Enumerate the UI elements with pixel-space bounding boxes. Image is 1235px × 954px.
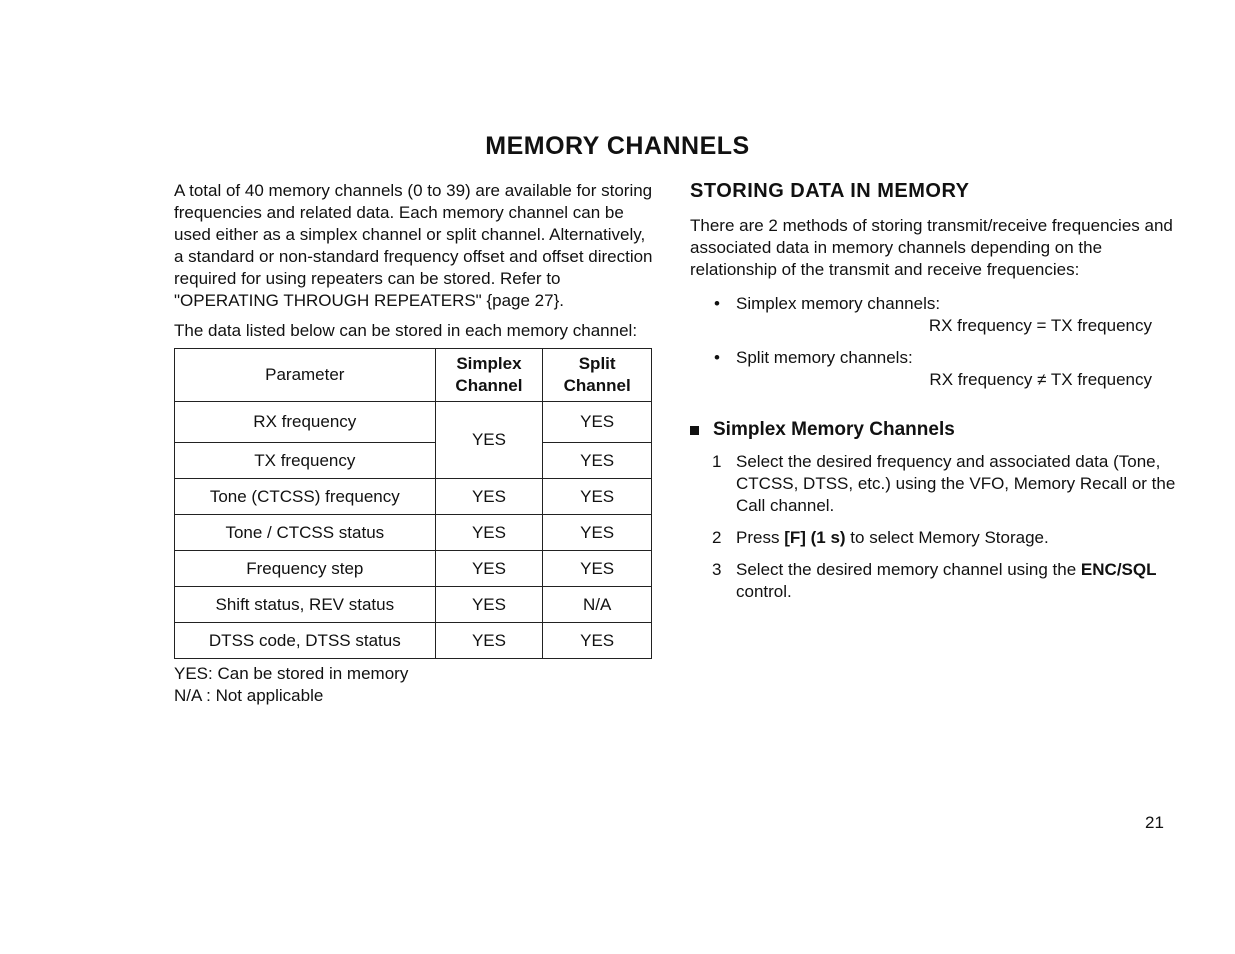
step-number: 1 xyxy=(712,452,722,471)
bullet-label: Split memory channels: xyxy=(736,348,913,367)
note-yes: YES: Can be stored in memory xyxy=(174,664,409,683)
simplex-cell: YES xyxy=(435,402,543,479)
table-row xyxy=(175,551,652,587)
table-row xyxy=(175,443,652,479)
table-row xyxy=(175,402,652,443)
section-heading: STORING DATA IN MEMORY xyxy=(690,180,970,202)
bullet-formula: RX frequency = TX frequency xyxy=(928,316,1152,335)
split-cell: YES xyxy=(543,623,652,659)
simplex-cell: YES xyxy=(435,515,543,551)
split-cell: YES xyxy=(543,479,652,515)
param-cell: Frequency step xyxy=(175,551,436,587)
simplex-cell: YES xyxy=(435,623,543,659)
table-row xyxy=(175,479,652,515)
list-item xyxy=(712,559,1180,603)
split-cell: YES xyxy=(543,443,652,479)
bullet-formula: RX frequency ≠ TX frequency xyxy=(929,370,1152,389)
step-text-post: control. xyxy=(736,582,792,601)
table-notes xyxy=(174,663,654,707)
step-text-post: to select Memory Storage. xyxy=(845,528,1049,547)
intro-paragraph: A total of 40 memory channels (0 to 39) are available for storing frequencies and related data. Each memory channel can be used either as a simplex channel or split channel. Alternatively, a standard or non-standard frequency offset and offset direction required for using repeaters can be stored. Refer to "OPERATING THROUGH REPEATERS" {page 27}. xyxy=(174,181,653,310)
note-na: N/A : Not applicable xyxy=(174,686,324,705)
param-cell: Tone / CTCSS status xyxy=(175,515,436,551)
step-text-pre: Press xyxy=(736,528,785,547)
param-cell: RX frequency xyxy=(175,402,436,443)
param-cell: Shift status, REV status xyxy=(175,587,436,623)
table-row xyxy=(175,515,652,551)
header-parameter: Parameter xyxy=(175,349,436,402)
square-bullet-icon xyxy=(690,426,699,435)
page-title: MEMORY CHANNELS xyxy=(485,132,750,160)
list-item xyxy=(710,293,1180,337)
simplex-cell: YES xyxy=(435,479,543,515)
table-row xyxy=(175,587,652,623)
param-cell: TX frequency xyxy=(175,443,436,479)
header-simplex-channel: Simplex Channel xyxy=(435,349,543,402)
storing-intro: There are 2 methods of storing transmit/receive frequencies and associated data in memory channels depending on the relationship of the transmit and receive frequencies: xyxy=(690,216,1173,279)
bullet-label: Simplex memory channels: xyxy=(736,294,941,313)
right-column xyxy=(690,180,1180,613)
step-number: 3 xyxy=(712,560,722,579)
list-item xyxy=(712,451,1180,517)
key-label: [F] (1 s) xyxy=(784,528,846,547)
split-cell: YES xyxy=(543,402,652,443)
sub-heading-text: Simplex Memory Channels xyxy=(713,419,955,440)
table-intro: The data listed below can be stored in each memory channel: xyxy=(174,321,638,340)
split-cell: YES xyxy=(543,515,652,551)
simplex-cell: YES xyxy=(435,587,543,623)
step-number: 2 xyxy=(712,528,722,547)
list-item xyxy=(712,527,1180,549)
page-number: 21 xyxy=(1145,813,1164,832)
table-row xyxy=(175,623,652,659)
bullet-icon: • xyxy=(714,294,720,313)
split-cell: YES xyxy=(543,551,652,587)
simplex-cell: YES xyxy=(435,551,543,587)
memory-parameters-table xyxy=(174,348,652,659)
param-cell: Tone (CTCSS) frequency xyxy=(175,479,436,515)
split-cell: N/A xyxy=(543,587,652,623)
method-list xyxy=(710,293,1180,391)
control-label: ENC/SQL xyxy=(1080,560,1157,579)
steps-list xyxy=(712,451,1180,603)
bullet-icon: • xyxy=(714,348,720,367)
sub-heading xyxy=(690,419,1180,441)
header-split-channel: Split Channel xyxy=(543,349,652,402)
list-item xyxy=(710,347,1180,391)
step-text-pre: Select the desired memory channel using the xyxy=(736,560,1081,579)
step-text: Select the desired frequency and associated data (Tone, CTCSS, DTSS, etc.) using the VFO, Memory Recall or the Call channel. xyxy=(736,452,1176,515)
left-column xyxy=(174,180,654,707)
param-cell: DTSS code, DTSS status xyxy=(175,623,436,659)
